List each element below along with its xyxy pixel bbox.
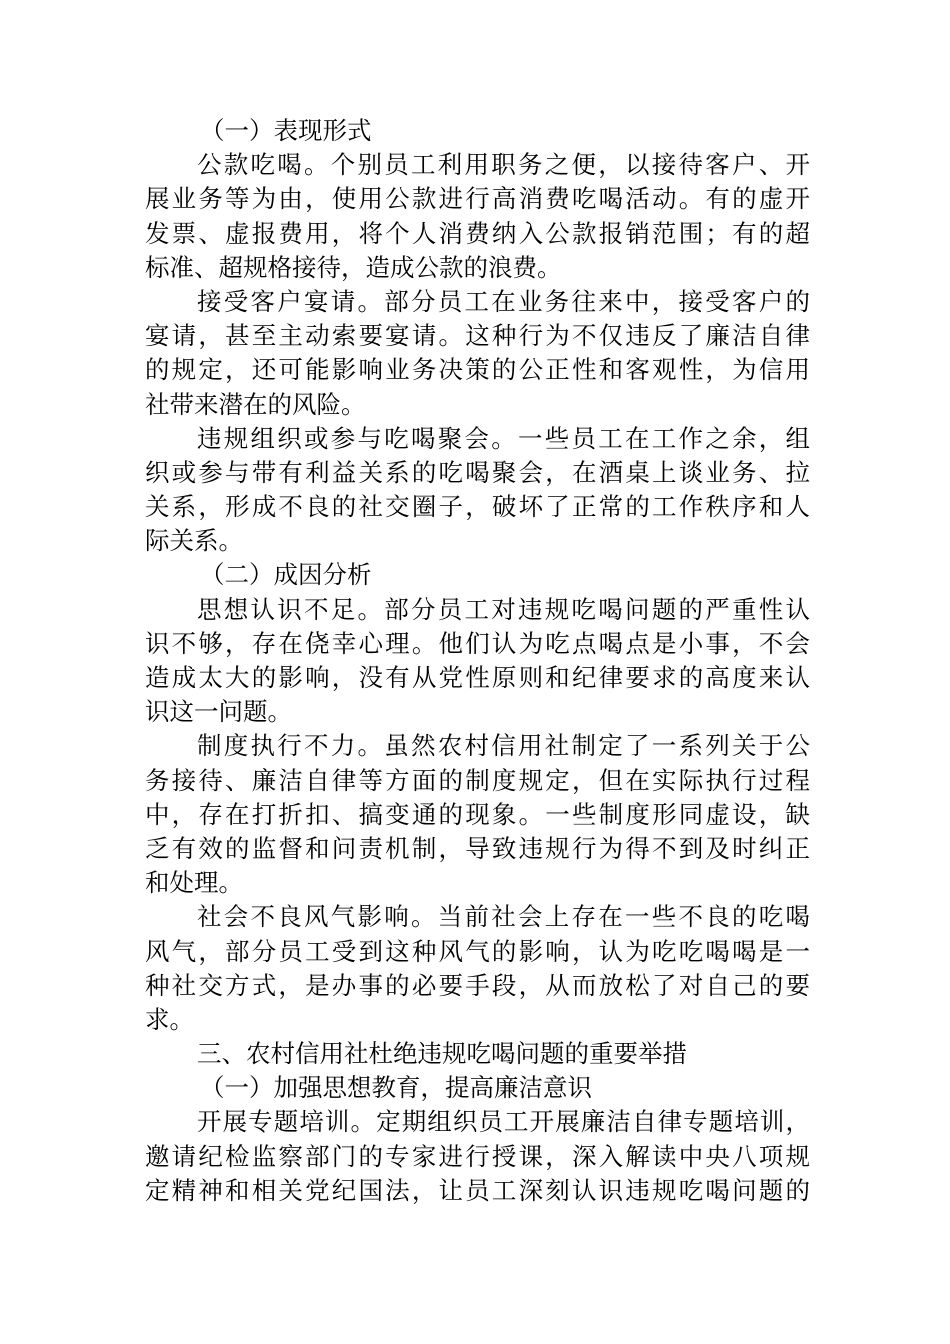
paragraph-line: 社会不良风气影响。当前社会上存在一些不良的吃喝 (197, 902, 810, 932)
paragraph-line: 识不够，存在侥幸心理。他们认为吃点喝点是小事，不会 (145, 628, 810, 658)
paragraph-line: 邀请纪检监察部门的专家进行授课，深入解读中央八项规 (145, 1141, 810, 1171)
paragraph-line: 公款吃喝。个别员工利用职务之便，以接待客户、开 (197, 150, 810, 180)
paragraph-line: 求。 (145, 1004, 194, 1034)
paragraph-line: 的规定，还可能影响业务决策的公正性和客观性，为信用 (145, 355, 810, 385)
paragraph-line: 关系，形成不良的社交圈子，破坏了正常的工作秩序和人 (145, 492, 810, 522)
paragraph-line: 开展专题培训。定期组织员工开展廉洁自律专题培训， (197, 1107, 810, 1137)
section-heading: （二）成因分析 (200, 560, 372, 590)
paragraph-line: 违规组织或参与吃喝聚会。一些员工在工作之余，组 (197, 423, 810, 453)
paragraph-line: 标准、超规格接待，造成公款的浪费。 (145, 252, 562, 282)
paragraph-line: 识这一问题。 (145, 697, 292, 727)
paragraph-line: 风气，部分员工受到这种风气的影响，认为吃吃喝喝是一 (145, 936, 810, 966)
section-heading: （一）加强思想教育，提高廉洁意识 (200, 1073, 592, 1103)
paragraph-line: 发票、虚报费用，将个人消费纳入公款报销范围；有的超 (145, 218, 810, 248)
paragraph-line: 社带来潜在的风险。 (145, 389, 366, 419)
paragraph-line: 际关系。 (145, 526, 243, 556)
paragraph-line: 造成太大的影响，没有从党性原则和纪律要求的高度来认 (145, 663, 810, 692)
paragraph-line: 中，存在打折扣、搞变通的现象。一些制度形同虚设，缺 (145, 799, 810, 829)
paragraph-line: 宴请，甚至主动索要宴请。这种行为不仅违反了廉洁自律 (145, 321, 810, 351)
paragraph-line: 思想认识不足。部分员工对违规吃喝问题的严重性认 (197, 594, 810, 624)
paragraph-line: 定精神和相关党纪国法，让员工深刻认识违规吃喝问题的 (145, 1175, 810, 1205)
paragraph-line: 种社交方式，是办事的必要手段，从而放松了对自己的要 (145, 970, 810, 1000)
paragraph-line: 乏有效的监督和问责机制，导致违规行为得不到及时纠正 (145, 833, 810, 863)
paragraph-line: 接受客户宴请。部分员工在业务往来中，接受客户的 (197, 286, 810, 316)
paragraph-line: 制度执行不力。虽然农村信用社制定了一系列关于公 (197, 731, 810, 761)
paragraph-line: 务接待、廉洁自律等方面的制度规定，但在实际执行过程 (145, 765, 810, 795)
chapter-heading: 三、农村信用社杜绝违规吃喝问题的重要举措 (197, 1039, 687, 1069)
paragraph-line: 和处理。 (145, 868, 243, 898)
paragraph-line: 展业务等为由，使用公款进行高消费吃喝活动。有的虚开 (145, 184, 810, 214)
paragraph-line: 织或参与带有利益关系的吃喝聚会，在酒桌上谈业务、拉 (145, 457, 810, 487)
section-heading: （一）表现形式 (200, 116, 372, 145)
